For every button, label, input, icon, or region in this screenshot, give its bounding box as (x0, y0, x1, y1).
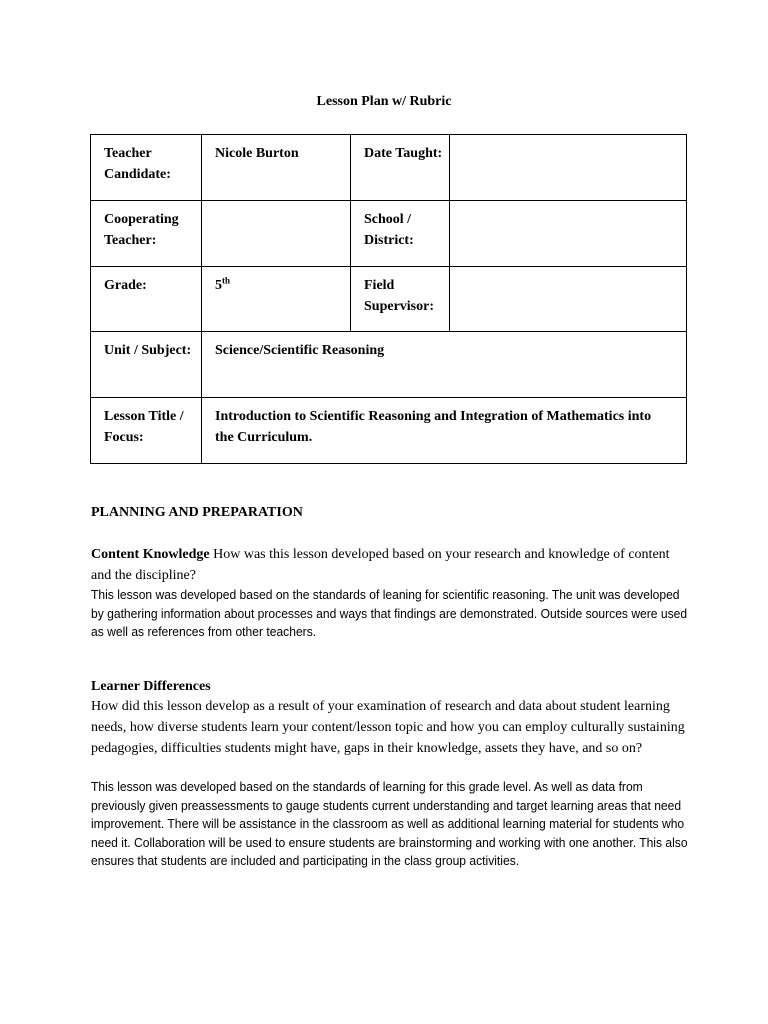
date-taught-value[interactable] (450, 135, 687, 201)
learner-differences-heading: Learner Differences (91, 679, 211, 694)
grade-cell (202, 266, 351, 332)
planning-heading: PLANNING AND PREPARATION (91, 505, 303, 520)
date-taught-label: Date Taught: (351, 135, 450, 201)
page-title: Lesson Plan w/ Rubric (316, 94, 452, 109)
learner-differences-heading-block (91, 676, 691, 697)
school-district-value[interactable] (450, 200, 687, 266)
table-row (91, 266, 687, 332)
teacher-candidate-label: Teacher Candidate: (91, 135, 202, 201)
unit-subject-label: Unit / Subject: (91, 332, 202, 398)
content-knowledge-answer: This lesson was developed based on the standards of leaning for scientific reasoning. The unit was developed by gathering information about processes and ways that findings are demonstrated. Outside sources were used as well as references from other teachers. (91, 587, 688, 639)
learner-differences-answer: This lesson was developed based on the standards of learning for this grade level. As well as data from previously given preassessments to gauge students current understanding and target learning areas that need improvement. There will be assistance in the classroom as well as additional learning material for students who need it. Collaboration will be used to ensure students are brainstorming and working with one another. This also ensures that students are included and participating in the class group activities. (91, 779, 688, 868)
grade-label: Grade: (91, 266, 202, 332)
learner-differences-prompt: How did this lesson develop as a result of your examination of research and data about student learning needs, how diverse students learn your content/lesson topic and how you can employ culturally sustaining pedagogies, difficulties students might have, gaps in their knowledge, assets they have, and so on? (91, 699, 685, 756)
content-knowledge-heading: Content Knowledge (91, 547, 210, 562)
unit-subject-value: Science/Scientific Reasoning (202, 332, 687, 398)
lesson-title-label: Lesson Title / Focus: (91, 398, 202, 464)
cooperating-teacher-value[interactable] (202, 200, 351, 266)
lesson-title-value: Introduction to Scientific Reasoning and Integration of Mathematics into the Curriculum. (202, 398, 687, 464)
table-row (91, 332, 687, 398)
table-row (91, 398, 687, 464)
table-row (91, 135, 687, 201)
school-district-label: School / District: (351, 200, 450, 266)
content-knowledge-prompt: How was this lesson developed based on your research and knowledge of content and the discipline? (91, 547, 670, 583)
table-row (91, 200, 687, 266)
lesson-info-table (90, 134, 687, 464)
field-supervisor-label: Field Supervisor: (351, 266, 450, 332)
teacher-candidate-value: Nicole Burton (202, 135, 351, 201)
grade-value: 5 (215, 277, 222, 293)
field-supervisor-value[interactable] (450, 266, 687, 332)
cooperating-teacher-label: Cooperating Teacher: (91, 200, 202, 266)
grade-suffix: th (222, 274, 231, 285)
content-knowledge-question (91, 544, 691, 586)
